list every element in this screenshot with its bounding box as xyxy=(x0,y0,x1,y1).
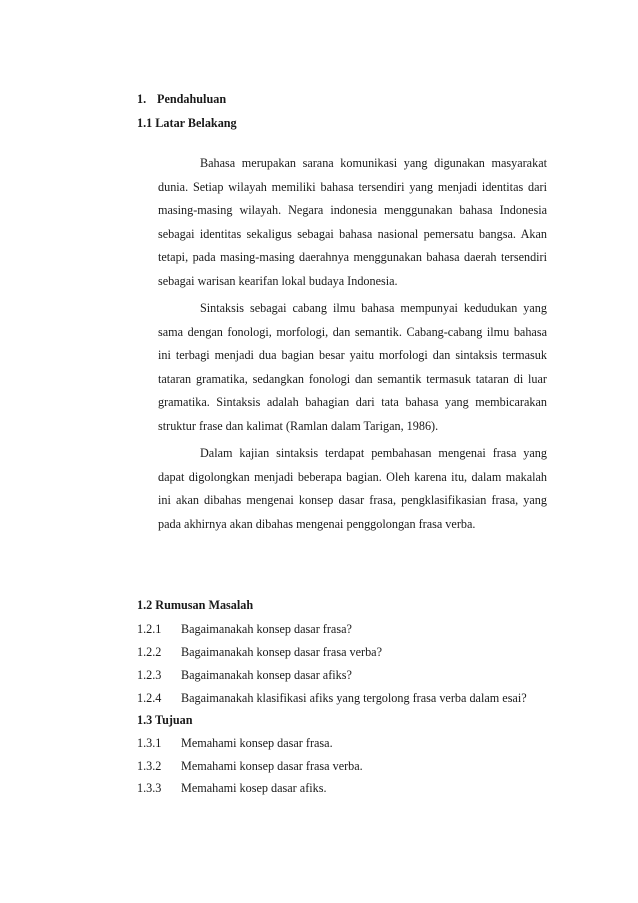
list-item xyxy=(137,668,352,683)
heading-tujuan: 1.3 Tujuan xyxy=(137,713,193,727)
list-item-text: Memahami konsep dasar frasa. xyxy=(181,736,333,750)
list-item xyxy=(137,781,327,796)
list-item-number: 1.2.2 xyxy=(137,645,162,659)
list-item xyxy=(137,736,333,751)
list-item-number: 1.2.1 xyxy=(137,622,162,636)
list-item-number: 1.3.3 xyxy=(137,781,162,795)
paragraph: Dalam kajian sintaksis terdapat pembahasan mengenai frasa yang dapat digolongkan menjadi beberapa bagian. Oleh karena itu, dalam makalah ini akan dibahas mengenai konsep dasar frasa, pengklasifikasian frasa, yang pada akhirnya akan dibahas mengenai penggolongan frasa verba. xyxy=(158,446,547,531)
paragraph: Bahasa merupakan sarana komunikasi yang digunakan masyarakat dunia. Setiap wilayah memiliki bahasa tersendiri yang menjadi identitas dari masing-masing wilayah. Negara indonesia menggunakan bahasa Indonesia sebagai identitas sekaligus sebagai bahasa nasional pemersatu bangsa. Akan tetapi, pada masing-masing daerahnya menggunakan bahasa daerah tersendiri sebagai warisan kearifan lokal budaya Indonesia. xyxy=(158,156,547,288)
paragraph: Sintaksis sebagai cabang ilmu bahasa mempunyai kedudukan yang sama dengan fonologi, morfologi, dan semantik. Cabang-cabang ilmu bahasa ini terbagi menjadi dua bagian besar yaitu morfologi dan sintaksis termasuk tataran gramatika, sedangkan fonologi dan semantik termasuk tataran di luar gramatika. Sintaksis adalah bahagian dari tata bahasa yang membicarakan struktur frase dan kalimat (Ramlan dalam Tarigan, 1986). xyxy=(158,301,547,433)
list-item-text: Bagaimanakah konsep dasar frasa verba? xyxy=(181,645,382,659)
heading-latar-belakang: 1.1 Latar Belakang xyxy=(137,116,237,130)
list-item-number: 1.2.4 xyxy=(137,691,162,705)
list-item-text: Memahami konsep dasar frasa verba. xyxy=(181,759,363,773)
list-item xyxy=(137,645,382,660)
list-item xyxy=(137,691,527,706)
heading-pendahuluan xyxy=(137,92,226,107)
list-item-text: Memahami kosep dasar afiks. xyxy=(181,781,327,795)
list-item-number: 1.3.2 xyxy=(137,759,162,773)
list-item xyxy=(137,622,352,637)
list-item-text: Bagaimanakah konsep dasar afiks? xyxy=(181,668,352,682)
list-item-text: Bagaimanakah konsep dasar frasa? xyxy=(181,622,352,636)
heading-title: Pendahuluan xyxy=(157,92,227,106)
list-item-number: 1.2.3 xyxy=(137,668,162,682)
list-item-text: Bagaimanakah klasifikasi afiks yang tergolong frasa verba dalam esai? xyxy=(181,691,527,705)
list-item-number: 1.3.1 xyxy=(137,736,162,750)
heading-rumusan-masalah: 1.2 Rumusan Masalah xyxy=(137,598,254,612)
heading-number: 1. xyxy=(137,92,147,106)
list-item xyxy=(137,759,363,774)
